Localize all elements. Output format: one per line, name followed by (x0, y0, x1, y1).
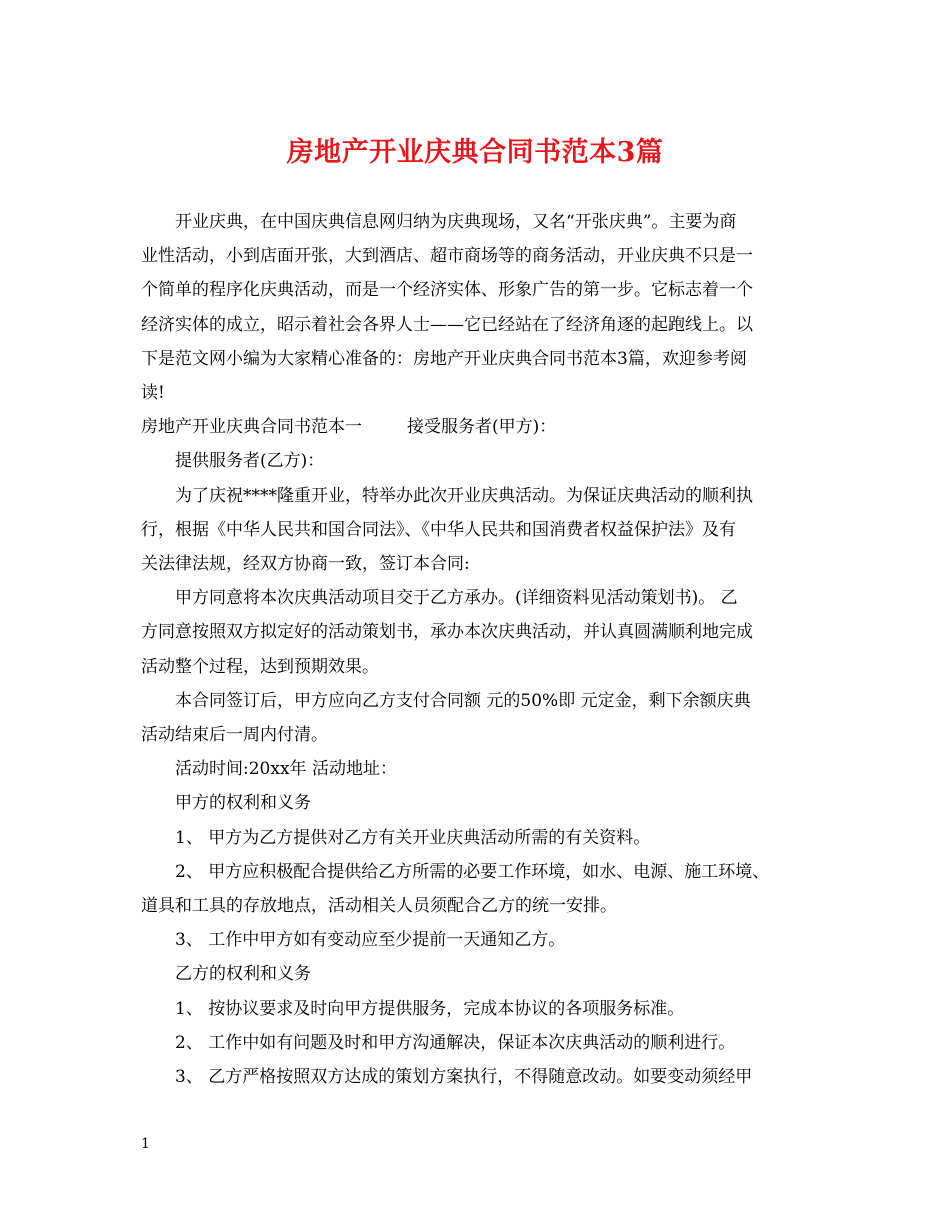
text-line: 经济实体的成立，昭示着社会各界人士——它已经站在了经济角逐的起跑线上。以 (141, 314, 753, 335)
party-a-item-3 (141, 923, 826, 957)
text-line: 行，根据《中华人民共和国合同法》、《中华人民共和国消费者权益保护法》及有 (141, 519, 736, 540)
text-line: 为了庆祝****隆重开业，特举办此次开业庆典活动。为保证庆典活动的顺利执 (175, 485, 753, 506)
party-a-item-2 (141, 855, 826, 923)
party-a-label: 接受服务者(甲方)： (407, 417, 557, 438)
time-place-text: 活动时间:20xx年 活动地址： (175, 759, 397, 780)
section-heading-line (141, 410, 826, 444)
payment-paragraph (141, 684, 826, 752)
party-b-rights-heading (141, 957, 826, 991)
list-item: 3、 工作中甲方如有变动应至少提前一天通知乙方。 (175, 930, 566, 951)
text-line: 关法律法规，经双方协商一致，签订本合同: (141, 554, 470, 575)
text-line: 业性活动，小到店面开张，大到酒店、超市商场等的商务活动，开业庆典不只是一 (141, 246, 753, 267)
page-number: 1 (141, 1136, 150, 1152)
party-a-rights-heading (141, 786, 826, 820)
party-b-item-2 (141, 1026, 826, 1060)
party-a-item-1 (141, 821, 826, 855)
text-line: 甲方同意将本次庆典活动项目交于乙方承办。(详细资料见活动策划书)。 乙 (175, 588, 738, 609)
party-b-item-1 (141, 992, 826, 1026)
text-line: 开业庆典，在中国庆典信息网归纳为庆典现场，又名“开张庆典”。主要为商 (175, 212, 737, 232)
party-b-label: 提供服务者(乙方)： (175, 451, 325, 472)
list-item: 1、 按协议要求及时向甲方提供服务，完成本协议的各项服务标准。 (175, 998, 685, 1019)
text-line: 个简单的程序化庆典活动，而是一个经济实体、形象广告的第一步。它标志着一个 (141, 280, 753, 301)
intro-paragraph (141, 205, 826, 410)
text-line: 活动整个过程，达到预期效果。 (141, 656, 379, 677)
list-item-continuation: 道具和工具的存放地点，活动相关人员须配合乙方的统一安排。 (141, 896, 617, 917)
text-line: 读! (141, 383, 165, 404)
text-line: 本合同签订后，甲方应向乙方支付合同额 元的50%即 元定金，剩下余额庆典 (175, 690, 751, 711)
agreement-paragraph (141, 581, 826, 684)
party-b-line (141, 444, 826, 478)
subheading: 乙方的权利和义务 (175, 964, 311, 985)
purpose-paragraph (141, 479, 826, 582)
document-body (141, 205, 826, 1094)
text-line: 下是范文网小编为大家精心准备的：房地产开业庆典合同书范本3篇，欢迎参考阅 (141, 348, 747, 369)
time-place-line (141, 752, 826, 786)
text-line: 方同意按照双方拟定好的活动策划书，承办本次庆典活动，并认真圆满顺利地完成 (141, 622, 753, 643)
list-item: 1、 甲方为乙方提供对乙方有关开业庆典活动所需的有关资料。 (175, 827, 651, 848)
party-b-item-3 (141, 1060, 826, 1094)
list-item: 2、 甲方应积极配合提供给乙方所需的必要工作环境，如水、电源、施工环境、 (175, 861, 770, 882)
text-line: 活动结束后一周内付清。 (141, 725, 328, 746)
list-item: 3、 乙方严格按照双方达成的策划方案执行，不得随意改动。如要变动须经甲 (175, 1067, 753, 1088)
section-heading: 房地产开业庆典合同书范本一 (141, 417, 362, 438)
subheading: 甲方的权利和义务 (175, 793, 311, 814)
document-title: 房地产开业庆典合同书范本3篇 (286, 137, 664, 168)
list-item: 2、 工作中如有问题及时和甲方沟通解决，保证本次庆典活动的顺利进行。 (175, 1032, 736, 1053)
